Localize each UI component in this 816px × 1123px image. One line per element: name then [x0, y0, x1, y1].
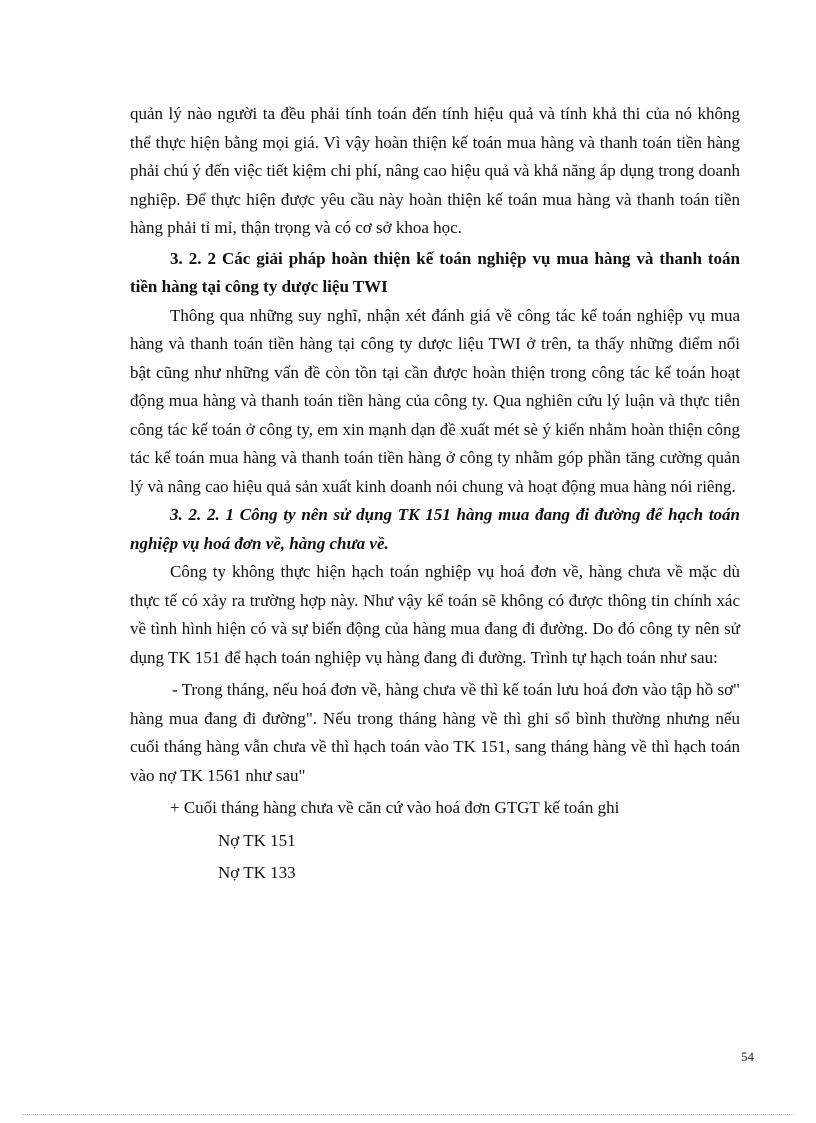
page-bottom-divider — [22, 1114, 794, 1115]
paragraph-procedure: - Trong tháng, nếu hoá đơn về, hàng chưa về thì kế toán lưu hoá đơn vào tập hồ sơ" hàng mua đang đi đường". Nếu trong tháng hàng về thì ghi sổ bình thường nhưng nếu cuối tháng hàng vẫn chưa về thì hạch toán vào TK 151, sang tháng hàng về thì hạch toán vào nợ TK 1561 như sau" — [130, 680, 740, 785]
body-text — [130, 100, 740, 888]
page-number: 54 — [741, 1049, 754, 1064]
journal-entry-151: Nợ TK 151 — [218, 830, 296, 850]
paragraph-intro: quản lý nào người ta đều phải tính toán đến tính hiệu quả và tính khả thi của nó không thể thực hiện bằng mọi giá. Vì vậy hoàn thiện kế toán mua hàng và thanh toán tiền hàng phải chú ý đến việc tiết kiệm chi phí, nâng cao hiệu quả và khả năng áp dụng trong doanh nghiệp. Để thực hiện được yêu cầu này hoàn thiện kế toán mua hàng và thanh toán tiền hàng phải tỉ mỉ, thận trọng và có cơ sở khoa học. — [130, 104, 740, 237]
paragraph-overview: Thông qua những suy nghĩ, nhận xét đánh giá về công tác kế toán nghiệp vụ mua hàng và thanh toán tiền hàng tại công ty dược liệu TWI ở trên, ta thấy những điểm nổi bật cũng như những vấn đề còn tồn tại cần được hoàn thiện trong công tác kế toán hoạt động mua hàng và thanh toán tiền hàng của công ty. Qua nghiên cứu lý luận và thực tiễn công tác kế toán ở công ty, em xin mạnh dạn đề xuất mét sè ý kiến nhằm hoàn thiện công tác kế toán mua hàng và thanh toán tiền hàng ở công ty nhằm góp phần tăng cường quản lý và nâng cao hiệu quả sản xuất kinh doanh nói chung và hoạt động mua hàng nói riêng. — [130, 305, 740, 496]
paragraph-month-end: + Cuối tháng hàng chưa về căn cứ vào hoá đơn GTGT kế toán ghi — [170, 798, 620, 817]
subsection-heading-3-2-2-1: 3. 2. 2. 1 Công ty nên sử dụng TK 151 hàng mua đang đi đường để hạch toán nghiệp vụ hoá đơn về, hàng chưa về. — [130, 505, 740, 553]
paragraph-problem: Công ty không thực hiện hạch toán nghiệp vụ hoá đơn về, hàng chưa về mặc dù thực tế có xảy ra trường hợp này. Như vậy kế toán sẽ không có được thông tin chính xác về tình hình hiện có và sự biến động của hàng mua đang đi đường. Do đó công ty nên sử dụng TK 151 để hạch toán nghiệp vụ hàng đang đi đường. Trình tự hạch toán như sau: — [130, 562, 740, 667]
section-heading-3-2-2: 3. 2. 2 Các giải pháp hoàn thiện kế toán nghiệp vụ mua hàng và thanh toán tiền hàng tại công ty dược liệu TWI — [130, 248, 740, 296]
journal-entry-133: Nợ TK 133 — [218, 863, 296, 882]
